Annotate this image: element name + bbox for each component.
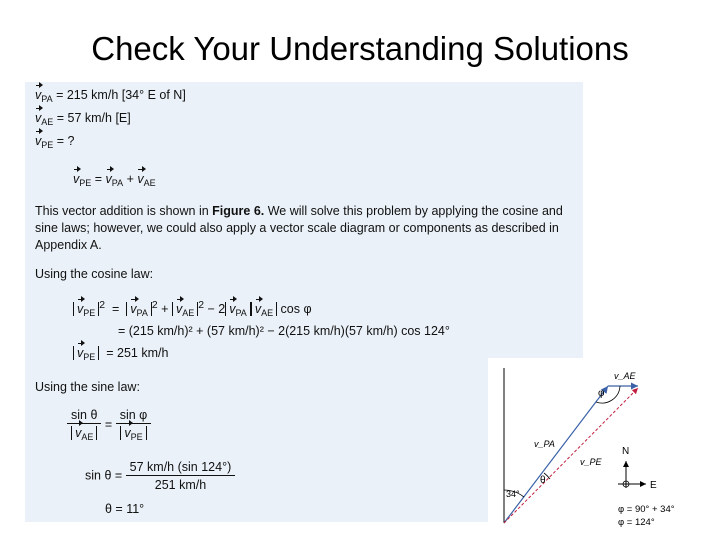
sine-heading: Using the sine law: [35, 380, 140, 394]
cosine-heading: Using the cosine law: [35, 267, 154, 281]
compass-east-label: E [650, 480, 657, 491]
sine-line-2: sin θ = $\frac{57 km/h (\sin 124^\circ)}{251 km/h}$ [85, 460, 235, 492]
phi-equation-2: φ = 124° [618, 517, 655, 528]
cosine-line-1: $v_{PE}^2 = v_{PA}^2 + v_{AE}^2 - 2$ $v_{PA}$ $v_{AE}$ cos φ [73, 300, 312, 318]
given-vae-value: = 57 km/h [E] [56, 111, 131, 125]
slide-title: Check Your Understanding Solutions [91, 30, 629, 67]
cosine-line-3: $v_{PE} = 251$ km/h [73, 346, 168, 362]
given-vpe: $v_{PE}$ = ? [35, 134, 75, 150]
sine-line-3: θ = 11° [105, 502, 145, 516]
explanation-paragraph: This vector addition is shown in Figure 6. We will solve this problem by applying the cosine and sine laws; however, we could also apply a vector scale diagram or components as described in Appendix A. [35, 204, 563, 252]
sine-line-1: $\frac{\text{sin θ}}{v_{AE}}$ = $\frac{\text{sin φ}}{v_{PE}}$ [67, 408, 151, 442]
figure-reference: Figure 6. [212, 204, 265, 218]
label-vpa: v_PA [534, 439, 555, 449]
compass-north-label: N [622, 446, 630, 457]
vector-equation: $v_{PE} = v_{PA} + v_{AE}$ [73, 172, 156, 188]
given-vae: $v_{AE} = 57$ km/h [E] [35, 111, 131, 127]
label-phi: φ [598, 388, 605, 399]
label-vae: v_AE [614, 371, 636, 381]
phi-equation-1: φ = 90° + 34° [618, 504, 675, 515]
given-vpa: $v_{PA} = 215$ km/h [34° E of N] [35, 88, 186, 104]
vector-symbol: v [35, 88, 42, 102]
vector-diagram [488, 358, 720, 530]
cosine-line-2: = (215 km/h)² + (57 km/h)² − 2(215 km/h)(57 km/h) cos 124° [118, 324, 450, 338]
given-vpe-value: = ? [56, 134, 75, 148]
label-34-degrees: 34° [506, 489, 520, 499]
given-vpa-value: = 215 km/h [34° E of N] [56, 88, 186, 102]
label-theta: θ [540, 475, 546, 486]
label-vpe: v_PE [580, 457, 602, 467]
